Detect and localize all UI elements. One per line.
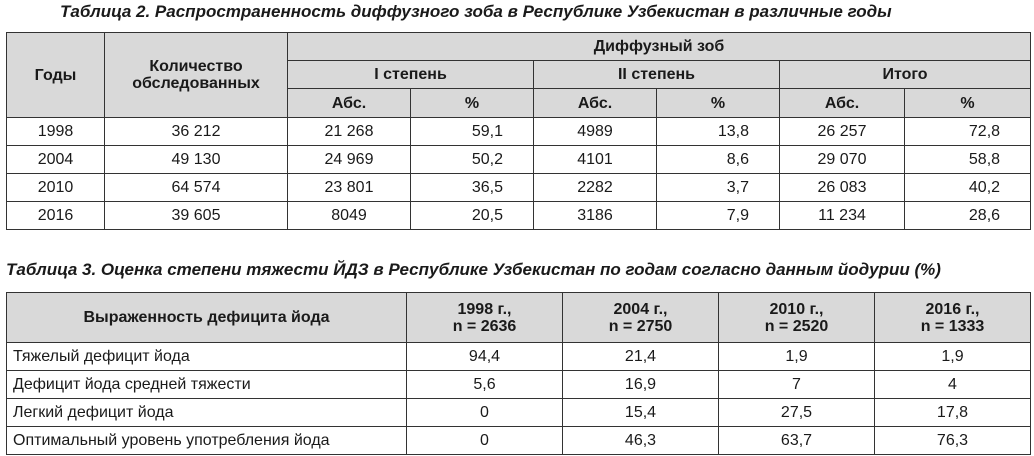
header-2010 (719, 293, 875, 343)
header-g2-pct: % (657, 89, 780, 118)
g2-abs-cell: 2282 (534, 174, 657, 202)
examined-cell: 64 574 (105, 174, 288, 202)
g2-abs-cell: 3186 (534, 202, 657, 230)
g1-abs-cell: 24 969 (288, 146, 411, 174)
header-2004 (563, 293, 719, 343)
table-row (7, 146, 1031, 174)
severity-label-cell: Легкий дефицит йода (7, 399, 407, 427)
g1-pct-cell: 36,5 (411, 174, 534, 202)
header-1998-year: 1998 г., (457, 300, 512, 318)
value-2010-cell: 1,9 (719, 343, 875, 371)
header-2010-year: 2010 г., (769, 300, 824, 318)
year-cell: 2016 (7, 202, 105, 230)
g1-pct-cell: 59,1 (411, 118, 534, 146)
value-2004-cell: 46,3 (563, 427, 719, 455)
value-2010-cell: 27,5 (719, 399, 875, 427)
g1-abs-cell: 8049 (288, 202, 411, 230)
severity-label-cell: Тяжелый дефицит йода (7, 343, 407, 371)
value-1998-cell: 0 (407, 399, 563, 427)
severity-label-cell: Дефицит йода средней тяжести (7, 371, 407, 399)
header-examined-line1: Количество (149, 58, 243, 75)
tot-abs-cell: 29 070 (780, 146, 905, 174)
year-cell: 2004 (7, 146, 105, 174)
tot-pct-cell: 40,2 (905, 174, 1031, 202)
tot-abs-cell: 11 234 (780, 202, 905, 230)
header-diffuse-goiter: Диффузный зоб (288, 33, 1031, 61)
value-2016-cell: 4 (875, 371, 1031, 399)
header-g2-abs: Абс. (534, 89, 657, 118)
header-1998-n: n = 2636 (452, 317, 517, 335)
g2-pct-cell: 7,9 (657, 202, 780, 230)
g2-pct-cell: 13,8 (657, 118, 780, 146)
header-2016-n: n = 1333 (920, 317, 985, 335)
value-2016-cell: 17,8 (875, 399, 1031, 427)
g1-pct-cell: 50,2 (411, 146, 534, 174)
tot-pct-cell: 28,6 (905, 202, 1031, 230)
g2-abs-cell: 4101 (534, 146, 657, 174)
table2-caption: Таблица 2. Распространенность диффузного зоба в Республике Узбекистан в различные годы (60, 2, 892, 21)
value-1998-cell: 5,6 (407, 371, 563, 399)
header-grade2: II степень (534, 61, 780, 89)
value-2016-cell: 76,3 (875, 427, 1031, 455)
value-2016-cell: 1,9 (875, 343, 1031, 371)
examined-cell: 36 212 (105, 118, 288, 146)
tot-abs-cell: 26 257 (780, 118, 905, 146)
examined-cell: 49 130 (105, 146, 288, 174)
examined-cell: 39 605 (105, 202, 288, 230)
g2-abs-cell: 4989 (534, 118, 657, 146)
header-tot-abs: Абс. (780, 89, 905, 118)
header-total: Итого (780, 61, 1031, 89)
header-2004-year: 2004 г., (613, 300, 668, 318)
g2-pct-cell: 8,6 (657, 146, 780, 174)
table-row (7, 399, 1031, 427)
value-2010-cell: 63,7 (719, 427, 875, 455)
table-row (7, 427, 1031, 455)
header-2010-n: n = 2520 (764, 317, 829, 335)
header-examined (105, 33, 288, 118)
table-row (7, 174, 1031, 202)
year-cell: 2010 (7, 174, 105, 202)
table-row (7, 343, 1031, 371)
header-examined-line2: обследованных (132, 75, 260, 92)
g1-abs-cell: 21 268 (288, 118, 411, 146)
tot-abs-cell: 26 083 (780, 174, 905, 202)
year-cell: 1998 (7, 118, 105, 146)
value-1998-cell: 0 (407, 427, 563, 455)
header-g1-abs: Абс. (288, 89, 411, 118)
table-row (7, 202, 1031, 230)
g1-pct-cell: 20,5 (411, 202, 534, 230)
header-g1-pct: % (411, 89, 534, 118)
value-2010-cell: 7 (719, 371, 875, 399)
header-2016 (875, 293, 1031, 343)
tot-pct-cell: 58,8 (905, 146, 1031, 174)
iodine-deficiency-table (6, 292, 1031, 455)
table-row (7, 118, 1031, 146)
goiter-prevalence-table (6, 32, 1031, 230)
header-2016-year: 2016 г., (925, 300, 980, 318)
header-severity: Выраженность дефицита йода (7, 293, 407, 343)
header-2004-n: n = 2750 (608, 317, 673, 335)
value-1998-cell: 94,4 (407, 343, 563, 371)
value-2004-cell: 21,4 (563, 343, 719, 371)
header-tot-pct: % (905, 89, 1031, 118)
value-2004-cell: 15,4 (563, 399, 719, 427)
header-years: Годы (7, 33, 105, 118)
severity-label-cell: Оптимальный уровень употребления йода (7, 427, 407, 455)
header-grade1: I степень (288, 61, 534, 89)
table-row (7, 371, 1031, 399)
g2-pct-cell: 3,7 (657, 174, 780, 202)
header-1998 (407, 293, 563, 343)
table3-caption: Таблица 3. Оценка степени тяжести ЙДЗ в Республике Узбекистан по годам согласно данным йодурии (%) (6, 260, 941, 279)
g1-abs-cell: 23 801 (288, 174, 411, 202)
tot-pct-cell: 72,8 (905, 118, 1031, 146)
value-2004-cell: 16,9 (563, 371, 719, 399)
